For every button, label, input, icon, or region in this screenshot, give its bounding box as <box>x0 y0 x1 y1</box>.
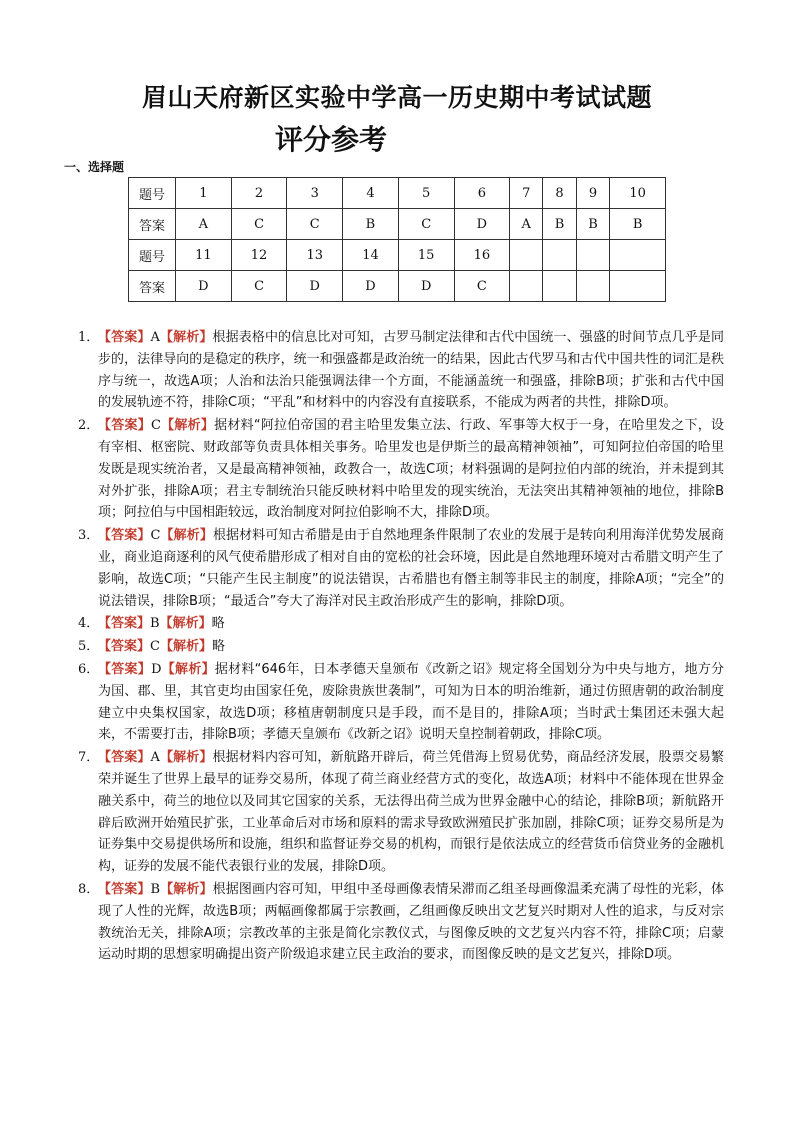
answer-cell: B <box>576 209 610 240</box>
item-body <box>98 525 724 612</box>
item-number: 6． <box>78 661 100 677</box>
analysis-label: 【解析】 <box>160 418 215 434</box>
answer-label: 【答案】 <box>98 528 151 544</box>
question-number-cell: 16 <box>454 240 510 271</box>
item-number: 2． <box>78 418 100 434</box>
answer-cell: C <box>231 209 287 240</box>
item-number: 8． <box>78 881 100 897</box>
answer-label: 【答案】 <box>98 418 151 434</box>
answer-cell <box>610 271 666 302</box>
answer-letter: C <box>150 528 161 544</box>
item-body <box>98 415 724 524</box>
question-number-cell: 10 <box>610 178 666 209</box>
answer-cell: C <box>231 271 287 302</box>
item-number: 4． <box>78 616 100 632</box>
row-label: 答案 <box>129 271 176 302</box>
analysis-label: 【解析】 <box>161 661 215 677</box>
question-number-cell: 6 <box>454 178 510 209</box>
item-number: 3． <box>78 528 100 544</box>
analysis-text: 略 <box>211 639 225 655</box>
analysis-text: 据材料“646年，日本孝德天皇颁布《改新之诏》规定将全国划分为中央与地方，地方分为国、郡、里，其官吏均由国家任免，废除贵族世袭制”，可知为日本的明治维新，通过仿照唐朝的政治制度建立中央集权国家，故选D项；移植唐朝制度只是手段，而不是目的，排除A项；当时武士集团还未强大起来，不需要打击，排除B项；孝德天皇颁布《改新之诏》说明天皇控制着朝政，排除C项。 <box>98 661 724 743</box>
list-item <box>78 747 724 878</box>
answer-label: 【答案】 <box>98 661 152 677</box>
table-row <box>129 240 666 271</box>
question-number-cell <box>576 240 610 271</box>
page-title: 眉山天府新区实验中学高一历史期中考试试题 <box>141 83 652 112</box>
answer-cell: C <box>398 209 454 240</box>
answer-label: 【答案】 <box>98 881 151 897</box>
answer-explanations <box>78 327 724 967</box>
row-label: 题号 <box>129 240 176 271</box>
question-number-cell: 2 <box>231 178 287 209</box>
list-item <box>78 636 724 658</box>
answer-cell: C <box>287 209 343 240</box>
answer-cell: B <box>610 209 666 240</box>
question-number-cell: 15 <box>398 240 454 271</box>
list-item <box>78 415 724 524</box>
answer-cell: A <box>510 209 543 240</box>
question-number-cell: 14 <box>343 240 399 271</box>
question-number-cell: 13 <box>287 240 343 271</box>
question-number-cell <box>610 240 666 271</box>
answer-letter: A <box>150 330 160 345</box>
row-label: 答案 <box>129 209 176 240</box>
item-body <box>98 879 724 966</box>
item-number: 5． <box>78 639 100 655</box>
analysis-label: 【解析】 <box>159 639 212 655</box>
item-body <box>98 636 724 658</box>
page-subtitle: 评分参考 <box>275 123 388 156</box>
question-number-cell: 5 <box>398 178 454 209</box>
list-item <box>78 525 724 612</box>
table-row <box>129 178 666 209</box>
question-number-cell: 3 <box>287 178 343 209</box>
question-number-cell: 1 <box>176 178 232 209</box>
answer-table <box>128 177 666 302</box>
answer-label: 【答案】 <box>98 750 151 766</box>
list-item <box>78 659 724 746</box>
analysis-text: 根据材料内容可知，新航路开辟后，荷兰凭借海上贸易优势，商品经济发展，股票交易繁荣并诞生了世界上最早的证券交易所，体现了荷兰商业经营方式的变化，故选A项；材料中不能体现在世界金融关系中，荷兰的地位以及同其它国家的关系，无法得出荷兰成为世界金融中心的结论，排除B项；新航路开辟后欧洲开始殖民扩张，工业革命后对市场和原料的需求导致欧洲殖民扩张加剧，排除C项；证券交易所是为证券集中交易提供场所和设施，组织和监督证券交易的机构，而银行是依法成立的经营货币信贷业务的金融机构，证券的发展不能代表银行业的发展，排除D项。 <box>98 750 724 875</box>
question-number-cell: 8 <box>543 178 577 209</box>
analysis-text: 根据表格中的信息比对可知，古罗马制定法律和古代中国统一、强盛的时间节点几乎是同步的，法律导向的是稳定的秩序，统一和强盛都是政治统一的结果，因此古代罗马和古代中国共性的词汇是秩序与统一，故选A项；人治和法治只能强调法律一个方面，不能涵盖统一和强盛，排除B项；扩张和古代中国的发展轨迹不符，排除C项；“平乱”和材料中的内容没有直接联系，不能成为两者的共性，排除D项。 <box>98 330 724 411</box>
item-body <box>98 747 724 878</box>
analysis-text: 根据材料可知古希腊是由于自然地理条件限制了农业的发展于是转向利用海洋优势发展商业，商业追商逐利的风气使希腊形成了相对自由的宽松的社会环境，因此是自然地理环境对古希腊文明产生了影响，故选C项；“只能产生民主制度”的说法错误，古希腊也有僭主制等非民主的制度，排除A项；“完全”的说法错误，排除B项；“最适合”夸大了海洋对民主政治形成产生的影响，排除D项。 <box>98 528 724 609</box>
answer-cell <box>576 271 610 302</box>
question-number-cell: 9 <box>576 178 610 209</box>
list-item <box>78 879 724 966</box>
answer-letter: B <box>150 616 160 632</box>
table-row <box>129 271 666 302</box>
analysis-label: 【解析】 <box>159 750 213 766</box>
analysis-label: 【解析】 <box>159 616 212 632</box>
answer-cell: D <box>287 271 343 302</box>
list-item <box>78 327 724 414</box>
section-heading: 一、选择题 <box>64 160 125 174</box>
answer-letter: C <box>150 639 160 655</box>
question-number-cell <box>543 240 577 271</box>
answer-label: 【答案】 <box>98 330 151 345</box>
answer-letter: C <box>150 418 161 434</box>
answer-letter: B <box>150 881 161 897</box>
answer-letter: A <box>150 750 160 766</box>
answer-cell <box>510 271 543 302</box>
answer-cell: D <box>176 271 232 302</box>
question-number-cell: 7 <box>510 178 543 209</box>
question-number-cell: 11 <box>176 240 232 271</box>
item-body <box>98 613 724 635</box>
analysis-label: 【解析】 <box>160 528 213 544</box>
item-body <box>98 659 724 746</box>
answer-cell: B <box>543 209 577 240</box>
item-body <box>98 327 724 414</box>
answer-letter: D <box>151 661 162 677</box>
analysis-text: 根据图画内容可知，甲组中圣母画像表情呆滞而乙组圣母画像温柔充满了母性的光彩，体现了人性的光辉，故选B项；两幅画像都属于宗教画，乙组画像反映出文艺复兴时期对人性的追求，与反对宗教统治无关，排除A项；宗教改革的主张是简化宗教仪式，与图像反映的文艺复兴内容不符，排除C项；启蒙运动时期的思想家明确提出资产阶级追求建立民主政治的要求，而图像反映的是文艺复兴，排除D项。 <box>98 881 724 963</box>
analysis-text: 据材料“阿拉伯帝国的君主哈里发集立法、行政、军事等大权于一身，在哈里发之下，设有宰相、枢密院、财政部等负责具体相关事务。哈里发也是伊斯兰的最高精神领袖”，可知阿拉伯帝国的哈里发既是现实统治者，又是最高精神领袖，政教合一，故选C项；材料强调的是阿拉伯内部的统治，并未提到其对外扩张，排除A项；君主专制统治只能反映材料中哈里发的现实统治，无法突出其精神领袖的地位，排除B项；阿拉伯与中国相距较远，政治制度对阿拉伯影响不大，排除D项。 <box>98 418 724 521</box>
answer-cell: D <box>398 271 454 302</box>
answer-cell: D <box>343 271 399 302</box>
answer-cell: B <box>343 209 399 240</box>
answer-cell: D <box>454 209 510 240</box>
row-label: 题号 <box>129 178 176 209</box>
table-row <box>129 209 666 240</box>
item-number: 7． <box>78 750 100 766</box>
answer-cell: C <box>454 271 510 302</box>
answer-label: 【答案】 <box>98 639 151 655</box>
item-number: 1． <box>78 330 100 345</box>
list-item <box>78 613 724 635</box>
answer-cell: A <box>176 209 232 240</box>
answer-cell <box>543 271 577 302</box>
analysis-text: 略 <box>211 616 225 632</box>
analysis-label: 【解析】 <box>160 881 213 897</box>
question-number-cell <box>510 240 543 271</box>
analysis-label: 【解析】 <box>159 330 213 345</box>
answer-label: 【答案】 <box>98 616 151 632</box>
question-number-cell: 4 <box>343 178 399 209</box>
question-number-cell: 12 <box>231 240 287 271</box>
